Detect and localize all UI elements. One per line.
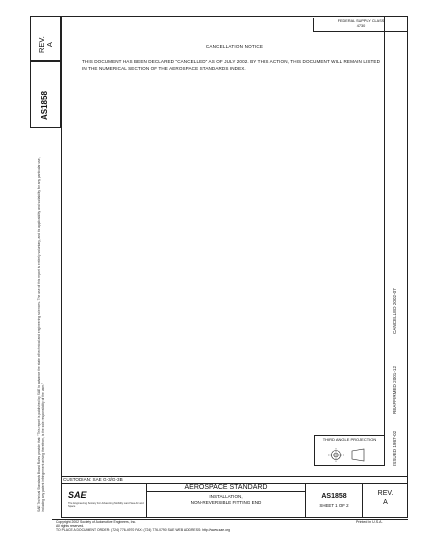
doc-number: AS1858: [321, 493, 347, 500]
third-angle-projection-icon: [326, 446, 374, 464]
sae-logo: SAE: [68, 490, 87, 500]
right-strip-divider: [384, 16, 385, 466]
footer-copyright: Copyright 2002 Society of Automotive Engineers, Inc. All rights reserved. TO PLACE A DOCUMENT ORDER: (724) 776-4970 FAX: (724) 776-0790 SAE WEB ADDRESS: http://www.sae.org: [56, 520, 230, 533]
sheet-number: SHEET 1 OF 2: [319, 503, 349, 508]
cancelled-date: CANCELLED 2002-07: [392, 288, 397, 334]
notice-body: THIS DOCUMENT HAS BEEN DECLARED "CANCELLED" AS OF JULY 2002. BY THIS ACTION, THIS DOCUMENT WILL REMAIN LISTED IN THE NUMERICAL SECTION OF THE AEROSPACE STANDARDS INDEX.: [82, 59, 381, 71]
printed-in: Printed in U.S.A.: [356, 520, 383, 524]
legal-disclaimer: SAE Technical Standards Board Rules provide that: "This report is published by SAE to advance the state of technical and engineering sciences. The use of this report is entirely voluntary, and its applicability and suitability for any particular use, including any patent infringement arising therefrom, is the sole responsibility of the user.": [37, 157, 45, 512]
logo-box: [61, 483, 147, 518]
custodian: CUSTODIAN: SAE G-3/G-3B: [63, 477, 123, 482]
rev-label-vertical: REV. A: [37, 36, 54, 53]
revision: REV. A: [377, 490, 394, 506]
doc-number-cell: [305, 483, 363, 518]
document-description: INSTALLATION, NON-REVERSIBLE FITTING END: [190, 494, 262, 505]
notice-title: CANCELLATION NOTICE: [205, 44, 264, 49]
issued-date: ISSUED 1987-02: [392, 430, 397, 466]
sae-logo-tagline: The Engineering Society For Advancing Mobility Land Sea Air and Space: [68, 502, 144, 509]
projection-label: THIRD ANGLE PROJECTION: [322, 437, 377, 442]
reaffirmed-date: REAFFIRMED 2001-12: [392, 366, 397, 414]
standard-title: AEROSPACE STANDARD: [147, 483, 305, 492]
doc-number-vertical: AS1858: [40, 91, 49, 120]
federal-supply-class: FEDERAL SUPPLY CLASS 4730: [313, 18, 408, 32]
